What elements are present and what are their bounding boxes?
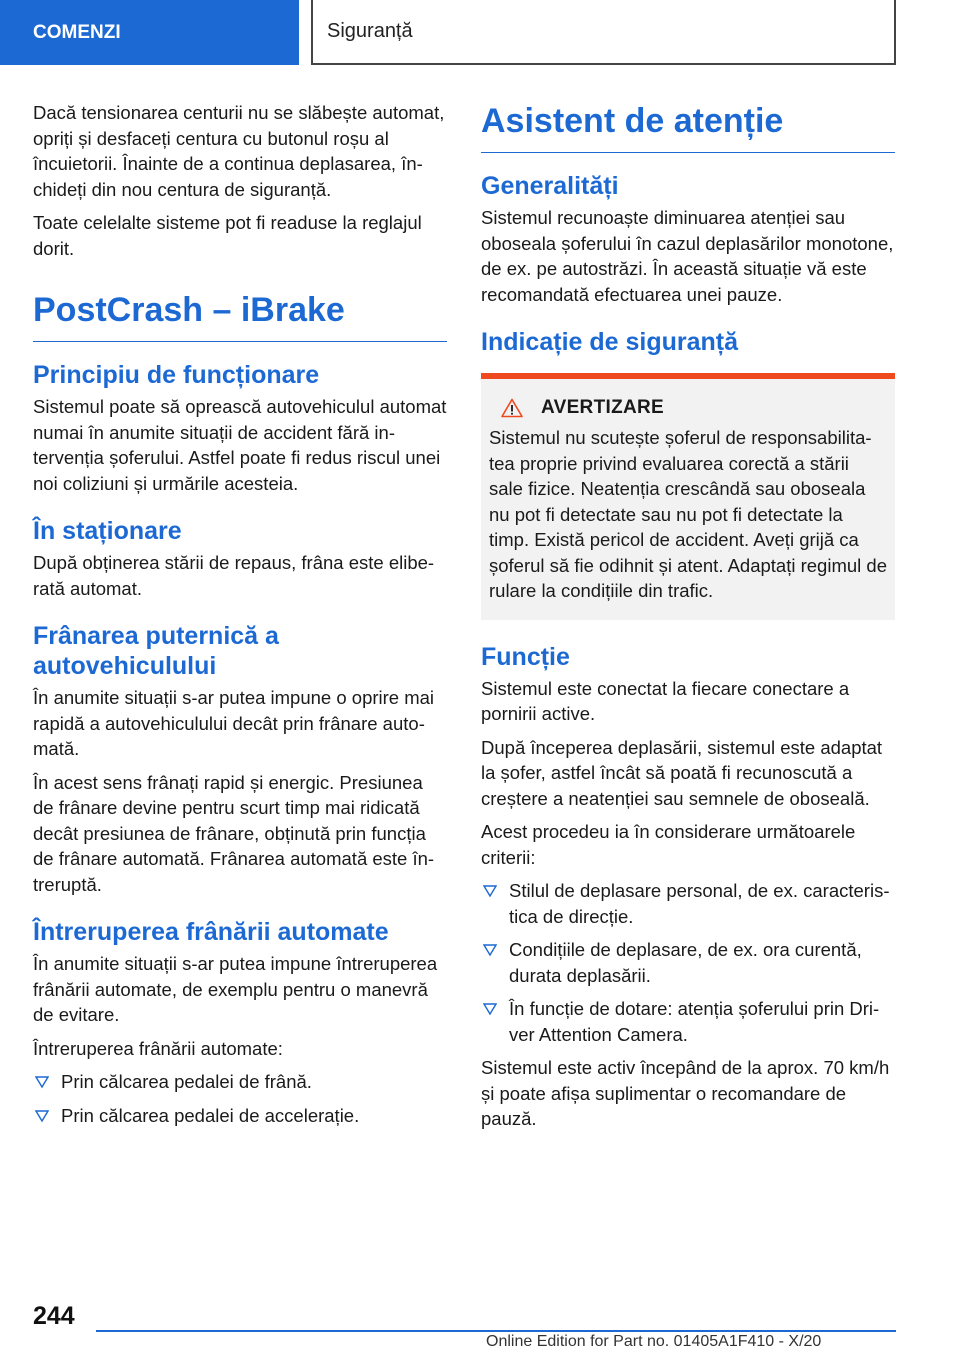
heading-franarea: Frânarea puternică a autovehiculului (33, 622, 279, 680)
list-item (481, 878, 895, 929)
warning-triangle-icon (501, 398, 523, 418)
triangle-bullet-icon (483, 1002, 497, 1016)
list-item (481, 996, 895, 1047)
paragraph-functie-1: Sistemul este conectat la fiecare conectare a pornirii active. (481, 677, 850, 724)
paragraph-principiu: Sistemul poate să oprească autovehiculul automat numai în anumite situații de accident fără intervenția șoferului. Astfel poate fi redus riscul unei noi coliziuni și urmările acesteia. (33, 396, 447, 494)
heading-postcrash: PostCrash – iBrake (33, 289, 447, 342)
chapter-tab[interactable]: COMENZI (0, 0, 299, 65)
intro-paragraph-1: Dacă tensionarea centurii nu se slăbește automat, opriți și desfaceți centura cu butonul roșu al încuietorii. Înainte de a continua deplasarea, închideți din nou centura de siguranță. (33, 102, 445, 200)
section-title: Siguranță (311, 0, 896, 65)
paragraph-functie-4: Sistemul este activ începând de la aprox. 70 km/h și poate afișa suplimentar o recomandare de pauză. (481, 1057, 890, 1129)
list-item-text: Condițiile de deplasare, de ex. ora curentă, durata deplasării. (509, 939, 862, 986)
intro-paragraph-2: Toate celelalte sisteme pot fi readuse la reglajul dorit. (33, 212, 422, 259)
paragraph-franarea-1: În anumite situații s-ar putea impune o oprire mai rapidă a autovehiculului decât prin frânare automată. (33, 687, 435, 759)
list-item-text: Stilul de deplasare personal, de ex. caracteristica de direcție. (509, 880, 890, 927)
paragraph-functie-2: După începerea deplasării, sistemul este adaptat la șofer, astfel încât să poată fi recunoscută a creștere a neatenției sau semnele de oboseală. (481, 736, 883, 809)
warning-title: AVERTIZARE (541, 397, 664, 418)
warning-header (501, 397, 887, 419)
triangle-bullet-icon (483, 943, 497, 957)
list-item (33, 1103, 447, 1129)
paragraph-functie-3: Acest procedeu ia în considerare următoarele criterii: (481, 821, 856, 868)
list-intreruperea (33, 1069, 447, 1128)
heading-generalitati: Generalități (481, 172, 619, 200)
page-header (0, 0, 960, 66)
list-item (33, 1069, 447, 1095)
page-number: 244 (33, 1302, 75, 1330)
heading-intreruperea: Întreruperea frânării automate (33, 918, 389, 946)
paragraph-generalitati: Sistemul recunoaște diminuarea atenției sau oboseala șoferului în cazul deplasărilor monotone, de ex. pe autostrăzi. În această situație vă este recomandată efectuarea unei pauze. (481, 207, 894, 305)
paragraph-stationare: După obținerea stării de repaus, frâna este eliberată automat. (33, 552, 435, 599)
heading-stationare: În staționare (33, 517, 182, 545)
triangle-bullet-icon (483, 884, 497, 898)
heading-indicatie: Indicație de siguranță (481, 328, 739, 356)
paragraph-intreruperea-2: Întreruperea frânării automate: (33, 1037, 283, 1059)
heading-principiu: Principiu de funcționare (33, 361, 320, 389)
list-item-text: Prin călcarea pedalei de accelerație. (61, 1104, 360, 1126)
footer-divider (96, 1330, 896, 1332)
footer-edition: Online Edition for Part no. 01405A1F410 - X/20 (486, 1333, 822, 1350)
paragraph-intreruperea-1: În anumite situații s-ar putea impune întreruperea frânării automate, de exemplu pentru o manevră de evitare. (33, 953, 438, 1025)
triangle-bullet-icon (35, 1075, 49, 1089)
right-column (481, 100, 895, 1140)
left-column (33, 100, 447, 1136)
paragraph-franarea-2: În acest sens frânați rapid și energic. Presiunea de frânare devine pentru scurt timp mai ridicată decât presiunea de frânare, obținută prin funcția de frânare automată. Frânarea automată este întreruptă. (33, 771, 435, 895)
list-item-text: În funcție de dotare: atenția șoferului prin Driver Attention Camera. (509, 998, 880, 1045)
triangle-bullet-icon (35, 1109, 49, 1123)
warning-box (481, 373, 895, 620)
list-item (481, 937, 895, 988)
list-criterii (481, 878, 895, 1047)
list-item-text: Prin călcarea pedalei de frână. (61, 1071, 312, 1092)
heading-asistent: Asistent de atenție (481, 100, 895, 153)
heading-functie: Funcție (481, 642, 570, 671)
warning-text: Sistemul nu scutește șoferul de responsabilitatea proprie privind evaluarea corectă a stării sale fizice. Neatenția crescândă sau oboseala nu pot fi detectate sau nu pot fi detectate la timp. Există pericol de accident. Aveți grijă ca șoferul să fie odihnit și atent. Adaptați regimul de rulare la condițiile din trafic. (489, 427, 887, 601)
